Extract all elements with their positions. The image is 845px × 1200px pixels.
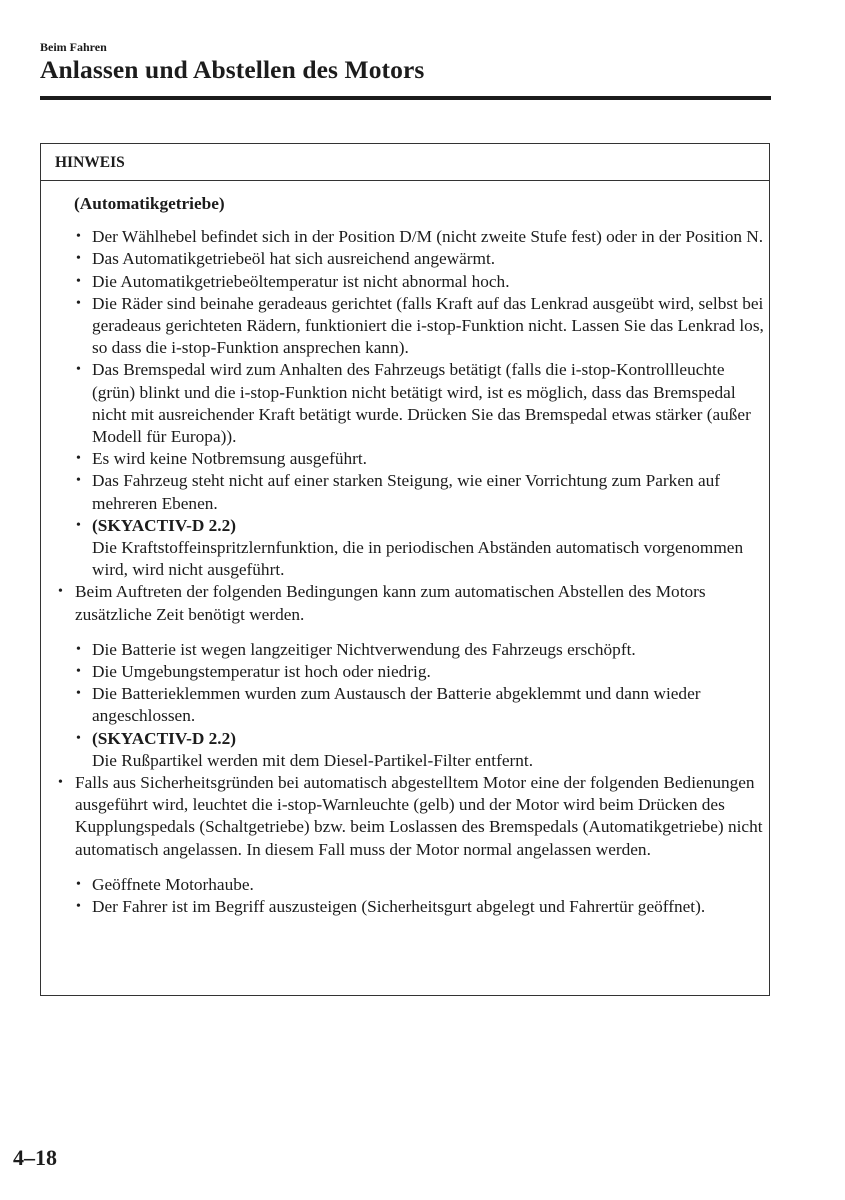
list-item: • Geöffnete Motorhaube. <box>41 874 769 896</box>
list-item: • Das Fahrzeug steht nicht auf einer starken Steigung, wie einer Vorrichtung zum Parken auf mehreren Ebenen. <box>76 471 721 513</box>
bullet-icon: • <box>76 251 81 267</box>
bullet-icon: • <box>76 473 81 489</box>
bullet-icon: • <box>76 664 81 680</box>
bullet-icon: • <box>76 899 81 915</box>
list-item: • Die Batterieklemmen wurden zum Austausch der Batterie abgeklemmt und dann wieder angeschlossen. <box>76 684 701 726</box>
bullet-icon: • <box>76 451 81 467</box>
bullet-icon: • <box>76 295 81 311</box>
list-item-skyactiv: • (SKYACTIV-D 2.2) Die Rußpartikel werden mit dem Diesel-Partikel-Filter entfernt. <box>76 728 534 770</box>
list-item-skyactiv: • (SKYACTIV-D 2.2) Die Kraftstoffeinspritzlernfunktion, die in periodischen Abständen automatisch vorgenommen wird, wird nicht ausgeführt. <box>76 515 744 580</box>
note-subheading: (Automatikgetriebe) <box>74 194 225 213</box>
bullet-icon: • <box>76 229 81 245</box>
note-heading: HINWEIS <box>41 144 769 181</box>
list-item: • Es wird keine Notbremsung ausgeführt. <box>41 448 769 470</box>
list-item: • Die Räder sind beinahe geradeaus gerichtet (falls Kraft auf das Lenkrad ausgeübt wird, selbst bei geradeaus gerichteten Rädern, funktioniert die i-stop-Funktion nicht. Lassen Sie das Lenkrad los, so dass die i-stop-Funktion ansprechen kann). <box>76 293 764 358</box>
list-item: • Der Wählhebel befindet sich in der Position D/M (nicht zweite Stufe fest) oder in der Position N. <box>41 226 769 248</box>
condition-list-2 <box>41 639 769 772</box>
bullet-icon: • <box>76 641 81 657</box>
bullet-icon: • <box>76 686 81 702</box>
list-item: • Die Umgebungstemperatur ist hoch oder niedrig. <box>41 661 769 683</box>
note-box <box>40 143 770 996</box>
bullet-icon: • <box>58 775 63 791</box>
section-label: Beim Fahren <box>40 40 107 54</box>
bullet-icon: • <box>76 517 81 533</box>
bullet-icon: • <box>76 362 81 378</box>
list-item: • Das Bremspedal wird zum Anhalten des Fahrzeugs betätigt (falls die i-stop-Kontrollleuchte (grün) blinkt und die i-stop-Funktion nicht betätigt wird, ist es möglich, dass das Bremspedal nicht mit ausreichender Kraft betätigt wurde. Drücken Sie das Bremspedal etwas stärker (außer Modell für Europa)). <box>76 360 751 447</box>
page-number: 4–18 <box>13 1145 57 1170</box>
condition-list-1 <box>41 226 769 581</box>
page-title: Anlassen und Abstellen des Motors <box>40 55 425 84</box>
list-item: • Das Automatikgetriebeöl hat sich ausreichend angewärmt. <box>41 248 769 270</box>
title-rule <box>40 96 771 100</box>
bullet-icon: • <box>58 584 63 600</box>
bullet-icon: • <box>76 876 81 892</box>
list-item: • Die Automatikgetriebeöltemperatur ist nicht abnormal hoch. <box>41 271 769 293</box>
bullet-icon: • <box>76 273 81 289</box>
skyactiv-label: (SKYACTIV-D 2.2) <box>92 515 237 535</box>
list-item: • Der Fahrer ist im Begriff auszusteigen (Sicherheitsgurt abgelegt und Fahrertür geöffnet). <box>41 896 769 918</box>
note-body <box>41 181 769 918</box>
main-point-list-3 <box>41 772 769 861</box>
bullet-icon: • <box>76 730 81 746</box>
list-item: • Die Batterie ist wegen langzeitiger Nichtverwendung des Fahrzeugs erschöpft. <box>41 639 769 661</box>
main-point-list-2 <box>41 581 769 625</box>
main-point: • Beim Auftreten der folgenden Bedingungen kann zum automatischen Abstellen des Motors zusätzliche Zeit benötigt werden. <box>58 582 706 624</box>
skyactiv-label: (SKYACTIV-D 2.2) <box>92 728 237 748</box>
main-point: • Falls aus Sicherheitsgründen bei automatisch abgestelltem Motor eine der folgenden Bedienungen ausgeführt wird, leuchtet die i-stop-Warnleuchte (gelb) und der Motor wird beim Drücken des Kupplungspedals (Schaltgetriebe) bzw. beim Loslassen des Bremspedals (Automatikgetriebe) nicht automatisch angelassen. In diesem Fall muss der Motor normal angelassen werden. <box>58 773 763 859</box>
condition-list-3 <box>41 874 769 918</box>
